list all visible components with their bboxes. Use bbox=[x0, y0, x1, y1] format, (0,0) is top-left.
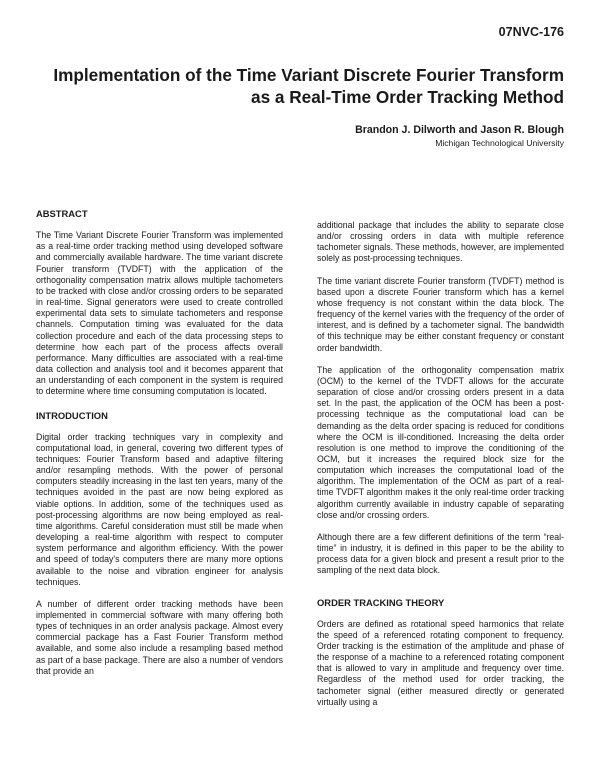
paper-title bbox=[24, 64, 564, 108]
left-column bbox=[36, 208, 283, 688]
body-paragraph: The time variant discrete Fourier transform (TVDFT) method is based upon a discrete Fourier transform which has a kernel whose frequency is not constant within the data block. The frequency of the kernel varies with the frequency of the order of interest, and is defined by a tachometer signal. The bandwidth of this technique may be either constant frequency or constant order bandwidth. bbox=[317, 275, 564, 353]
title-line: Implementation of the Time Variant Discrete Fourier Transform bbox=[53, 65, 564, 85]
authors: Brandon J. Dilworth and Jason R. Blough bbox=[355, 124, 564, 136]
introduction-heading: INTRODUCTION bbox=[36, 409, 108, 421]
body-paragraph: additional package that includes the ability to separate close and/or crossing orders in data with multiple reference tachometer signals. These methods, however, are implemented solely as post-processing techniques. bbox=[317, 220, 564, 264]
introduction-paragraph: Digital order tracking techniques vary in complexity and computational load, in general, covering two different types of techniques: Fourier Transform based and adaptive filtering and/or resampling methods. With the power of personal computers steadily increasing in the last ten years, many of the techniques avoided in the past are now being explored as viable options. In addition, some of the techniques used as post-processing algorithms are now being employed as real-time algorithms. Careful consideration must still be made when developing a real-time algorithm with respect to computer system performance and algorithm efficiency. With the power and speed of today's computers there are many more options available to the noise and vibration engineer for analysis techniques. bbox=[36, 431, 283, 587]
right-column bbox=[317, 220, 564, 719]
body-paragraph: Although there are a few different definitions of the term “real-time” in industry, it is defined in this paper to be the ability to process data for a given block and present a result prior to the sampling of the next data block. bbox=[317, 531, 564, 576]
abstract-heading: ABSTRACT bbox=[36, 208, 88, 219]
paper-id: 07NVC-176 bbox=[498, 25, 564, 39]
body-paragraph: The application of the orthogonality compensation matrix (OCM) to the kernel of the TVDFT allows for the accurate separation of close and/or crossing orders present in a data set. In the past, the application of the OCM has been a post-processing technique as the computational load can be demanding as the delta order spacing is reduced for conditions where the OCM is ill-conditioned. Increasing the delta order resolution is one method to improve the conditioning of the OCM, but it increases the required block size for the computation which increases the computational load of the algorithm. The implementation of the OCM as part of a real-time TVDFT algorithm makes it the only real-time order tracking algorithm currently available in industry capable of separating close and/or crossing orders. bbox=[317, 364, 564, 520]
affiliation: Michigan Technological University bbox=[435, 138, 564, 148]
abstract-paragraph: The Time Variant Discrete Fourier Transform was implemented as a real-time order tracking method using developed software and commercially available hardware. The time variant discrete Fourier transform (TVDFT) with the application of the orthogonality compensation matrix allows multiple tachometers to be tracked with close and/or crossing orders to be separated in real-time. Signal generators were used to create controlled experimental data sets to simulate tachometers and response channels. Computation timing was evaluated for the data collection procedure and each of the data processing steps to determine how each part of the process affects overall performance. Many difficulties are associated with a real-time data collection and analysis tool and it becomes apparent that an understanding of each component in the system is required to determine where time consuming computation is located. bbox=[36, 230, 283, 397]
order-tracking-theory-heading: ORDER TRACKING THEORY bbox=[317, 596, 445, 608]
title-line: as a Real-Time Order Tracking Method bbox=[251, 87, 564, 107]
body-paragraph: Orders are defined as rotational speed harmonics that relate the speed of a referenced rotating component to frequency. Order tracking is the estimation of the amplitude and phase of the response of a machine to a referenced rotating component that is allowed to vary in amplitude and frequency over time. Regardless of the method used for order tracking, the tachometer signal (either measured directly or generated virtually using a bbox=[317, 618, 564, 707]
introduction-paragraph: A number of different order tracking methods have been implemented in commercial software with many offering both types of techniques in an order analysis package. Almost every commercial package has a Fast Fourier Transform method available, and some also include a resampling based method as part of a base package. There are also a number of vendors that provide an bbox=[36, 598, 283, 676]
